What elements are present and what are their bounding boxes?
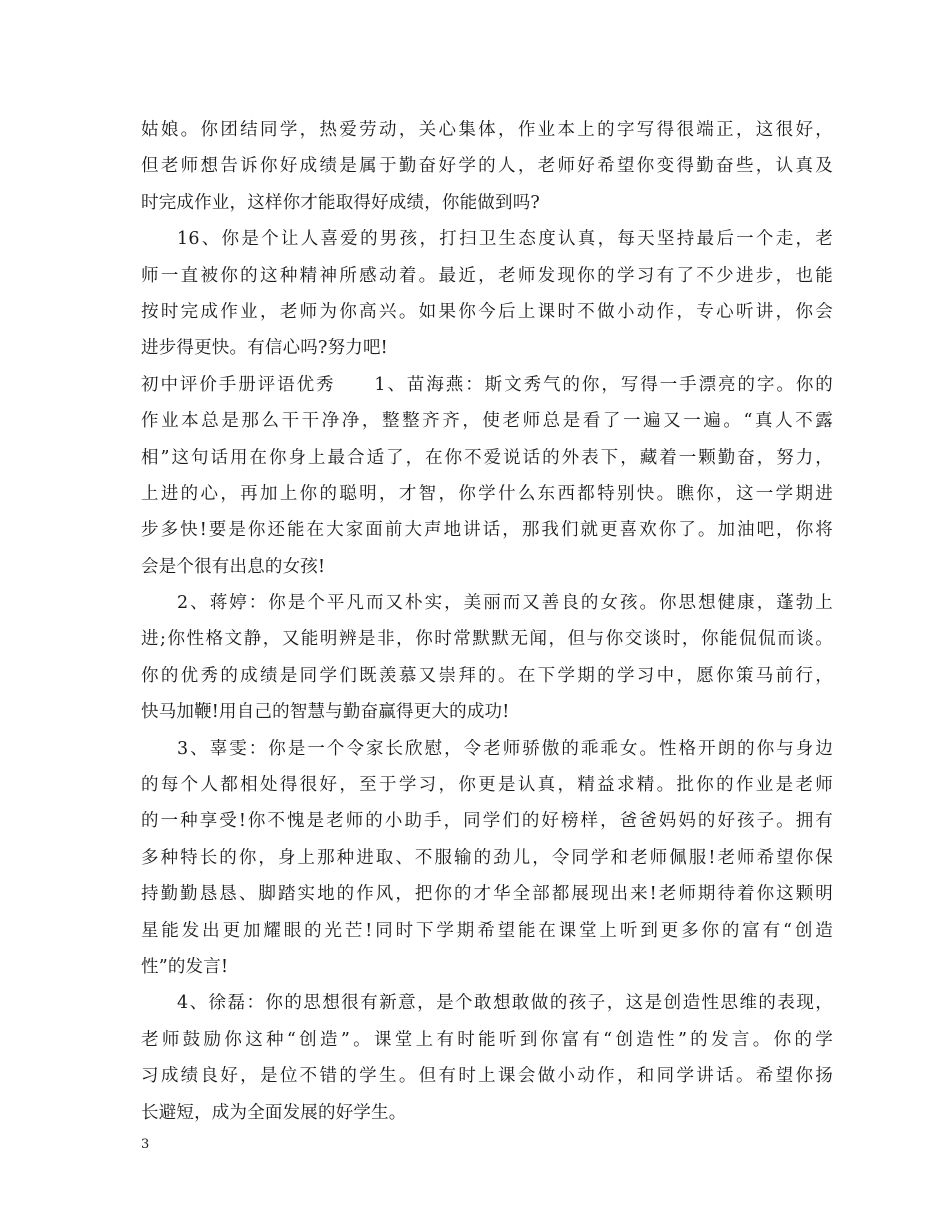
text-line: 的一种享受!你不愧是老师的小助手，同学们的好榜样，爸爸妈妈的好孩子。拥有 <box>141 811 833 832</box>
text-line: 2、蒋婷：你是个平凡而又朴实，美丽而又善良的女孩。你思想健康，蓬勃上 <box>177 593 833 614</box>
text-line: 3、辜雯：你是一个令家长欣慰，令老师骄傲的乖乖女。性格开朗的你与身边 <box>177 738 833 759</box>
text-line: 作业本总是那么干干净净，整整齐齐，使老师总是看了一遍又一遍。“真人不露 <box>141 411 833 432</box>
text-line: 上进的心，再加上你的聪明，才智，你学什么东西都特别快。瞧你，这一学期进 <box>141 483 833 504</box>
text-line: 你的优秀的成绩是同学们既羡慕又崇拜的。在下学期的学习中，愿你策马前行， <box>141 665 833 686</box>
text-line: 多种特长的你，身上那种进取、不服输的劲儿，令同学和老师佩服!老师希望你保 <box>141 847 833 868</box>
page-number: 3 <box>141 1137 150 1152</box>
text-line: 姑娘。你团结同学，热爱劳动，关心集体，作业本上的字写得很端正，这很好， <box>141 120 833 140</box>
text-line: 按时完成作业，老师为你高兴。如果你今后上课时不做小动作，专心听讲，你会 <box>141 301 833 322</box>
text-line: 习成绩良好，是位不错的学生。但有时上课会做小动作，和同学讲话。希望你扬 <box>141 1066 833 1087</box>
text-line: 进步得更快。有信心吗?努力吧! <box>141 338 388 359</box>
text-line: 快马加鞭!用自己的智慧与勤奋赢得更大的成功! <box>141 702 510 723</box>
text-line: 步多快!要是你还能在大家面前大声地讲话，那我们就更喜欢你了。加油吧，你将 <box>141 520 833 541</box>
text-line: 持勤勤恳恳、脚踏实地的作风，把你的才华全部都展现出来!老师期待着你这颗明 <box>141 884 833 905</box>
text-line: 师一直被你的这种精神所感动着。最近，老师发现你的学习有了不少进步，也能 <box>141 265 833 286</box>
text-line: 星能发出更加耀眼的光芒!同时下学期希望能在课堂上听到更多你的富有“创造 <box>141 920 833 941</box>
text-line: 相”这句话用在你身上最合适了，在你不爱说话的外表下，藏着一颗勤奋，努力， <box>141 447 833 468</box>
body-text <box>141 112 833 1131</box>
text-line: 的每个人都相处得很好，至于学习，你更是认真，精益求精。批你的作业是老师 <box>141 775 833 796</box>
text-line: 4、徐磊：你的思想很有新意，是个敢想敢做的孩子，这是创造性思维的表现， <box>177 993 833 1014</box>
text-line: 老师鼓励你这种“创造”。课堂上有时能听到你富有“创造性”的发言。你的学 <box>141 1029 833 1050</box>
text-line: 会是个很有出息的女孩! <box>141 556 326 577</box>
text-line: 初中评价手册评语优秀 1、苗海燕：斯文秀气的你，写得一手漂亮的字。你的 <box>141 374 833 395</box>
text-line: 性”的发言! <box>141 956 229 977</box>
text-line: 16、你是个让人喜爱的男孩，打扫卫生态度认真，每天坚持最后一个走，老 <box>177 229 833 250</box>
text-line: 长避短，成为全面发展的好学生。 <box>141 1102 407 1123</box>
text-line: 时完成作业，这样你才能取得好成绩，你能做到吗? <box>141 192 540 213</box>
text-line: 但老师想告诉你好成绩是属于勤奋好学的人，老师好希望你变得勤奋些，认真及 <box>141 156 833 177</box>
text-line: 进;你性格文静，又能明辨是非，你时常默默无闻，但与你交谈时，你能侃侃而谈。 <box>141 629 833 650</box>
